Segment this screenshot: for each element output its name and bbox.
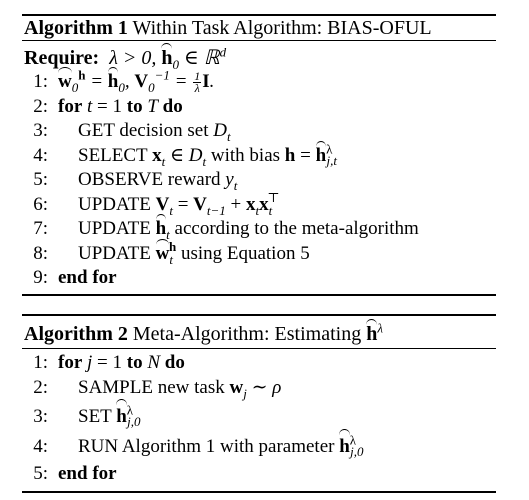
step-text: UPDATE $V_t = V_{t-1} + x_tx_t^⊤$ [78, 190, 280, 218]
algorithm-2-step-2 [22, 376, 496, 402]
algorithm-2-step-4 [22, 432, 496, 462]
algorithm-1-bottom-rule [22, 294, 496, 296]
step-number: 9: [33, 267, 48, 288]
algorithm-2-step-5 [22, 462, 496, 487]
step-number: 3: [33, 120, 48, 141]
algorithm-1-step-4 [22, 141, 496, 169]
step-text: RUN Algorithm 1 with parameter $h^\lambda_{j,0}$ [48, 432, 363, 462]
step-number: 5: [33, 169, 48, 190]
algorithm-2-title: Meta-Algorithm: Estimating [132, 323, 362, 345]
step-number: 2: [33, 376, 48, 398]
algorithm-2-caption [22, 316, 496, 348]
algorithm-1-title: Within Task Algorithm: BIAS-OFUL [132, 17, 432, 39]
step-number: 8: [33, 242, 48, 264]
step-text: UPDATE $h_t$ according to the meta-algorithm [78, 218, 419, 242]
step-number: 4: [33, 435, 48, 457]
step-number: 7: [33, 218, 48, 239]
step-text: end for [58, 267, 117, 288]
step-text: SELECT $x_t$ ∈ $D_t$ with bias $h = h^\lambda_{j,t}$ [78, 141, 337, 169]
algorithm-1-step-7 [22, 217, 496, 242]
algorithm-2-steps [22, 349, 496, 486]
algorithm-1-step-8 [22, 239, 496, 267]
algorithm-1-step-5 [22, 168, 496, 193]
step-text: UPDATE $w_t^h$ using Equation 5 [78, 239, 310, 267]
step-number: 4: [33, 144, 48, 166]
algorithm-2-box [22, 314, 496, 493]
algorithm-2-bottom-rule [22, 491, 496, 493]
algorithm-1-step-9 [22, 266, 496, 291]
algorithm-2-step-3 [22, 402, 496, 432]
algorithm-1-step-6 [22, 190, 496, 218]
step-text: SET $h^\lambda_{j,0}$ [48, 402, 140, 432]
step-number: 6: [33, 193, 48, 215]
step-text: OBSERVE reward $y_t$ [78, 169, 238, 193]
algorithm-1-step-3 [22, 119, 496, 144]
algorithm-2-title-symbol: $h^\lambda$ [366, 320, 383, 345]
step-number: 3: [33, 405, 48, 427]
algorithm-1-caption [22, 16, 496, 40]
require-condition: λ > 0, $h_0$ ∈ ℝ$^d$ [104, 44, 227, 72]
algorithm-1-step-2 [22, 95, 496, 120]
step-text: GET decision set $D_t$ [78, 120, 231, 144]
algorithm-1-label: Algorithm 1 [24, 17, 128, 39]
step-text: end for [58, 462, 117, 484]
algorithm-1-steps [22, 67, 496, 291]
require-label: Require: [24, 47, 100, 69]
step-number: 5: [33, 462, 48, 484]
algorithm-2-label: Algorithm 2 [24, 323, 128, 345]
step-text: for j = 1 to N do [58, 352, 185, 373]
step-text: SAMPLE new task $w_j$ ∼ ρ [78, 376, 282, 401]
algorithm-1-box [22, 14, 496, 296]
step-number: 1: [33, 352, 48, 373]
step-text: for t = 1 to T do [58, 95, 183, 117]
step-text: $w_0^h = h_0$, $V_0^{-1}$ = $\frac{1}{\lambda}$ I. [58, 67, 215, 96]
algorithm-1-step-1 [22, 67, 496, 96]
algorithm-1-require [22, 41, 496, 70]
step-number: 1: [33, 71, 48, 92]
algorithm-2-step-1 [22, 351, 496, 376]
step-number: 2: [33, 95, 48, 117]
